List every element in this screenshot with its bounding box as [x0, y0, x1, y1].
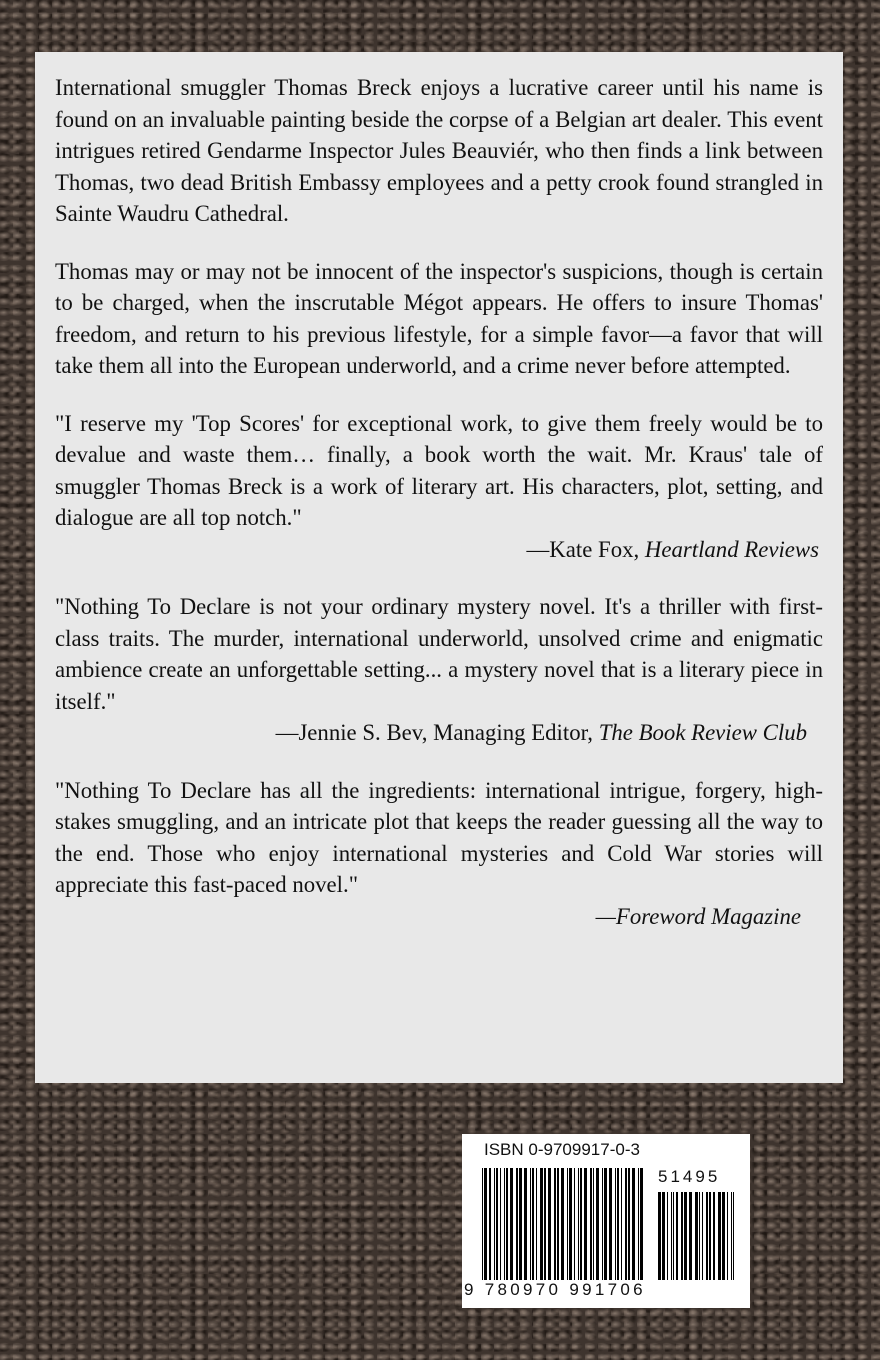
- review-attribution-2: [55, 717, 823, 749]
- ean-barcode-bar: [536, 1168, 537, 1280]
- ean-barcode-bar: [506, 1168, 508, 1280]
- price-barcode-bar: [731, 1192, 732, 1280]
- price-barcode-bar: [673, 1192, 674, 1280]
- price-barcode-bar: [709, 1192, 711, 1280]
- ean-barcode-bar: [482, 1168, 483, 1280]
- review-quote-2: "Nothing To Declare is not your ordinary mystery novel. It's a thriller with first-class traits. The murder, international underworld, unsolved crime and enigmatic ambience create an unforgettable setting... a mystery novel that is a literary piece in itself.": [55, 594, 823, 714]
- ean-barcode-bar: [625, 1168, 627, 1280]
- price-code-digits: 51495: [658, 1167, 721, 1186]
- review-quote-1: "I reserve my 'Top Scores' for exceptional work, to give them freely would be to devalue and waste them… finally, a book worth the wait. Mr. Kraus' tale of smuggler Thomas Breck is a work of literary art. His characters, plot, setting, and dialogue are all top notch.": [55, 410, 823, 530]
- review-source-2: The Book Review Club: [598, 720, 807, 745]
- price-barcode-bar: [695, 1192, 698, 1280]
- ean-barcode-bar: [489, 1168, 491, 1280]
- ean-barcode-bar: [640, 1168, 643, 1280]
- review-author-3: —: [595, 903, 616, 929]
- ean-barcode-bar: [596, 1168, 599, 1280]
- ean-barcode-bar: [500, 1168, 501, 1280]
- ean-digits: 9 780970 991706: [464, 1280, 646, 1299]
- price-barcode-bar: [713, 1192, 715, 1280]
- ean-barcode-bar: [584, 1168, 587, 1280]
- price-barcode-bar: [718, 1192, 721, 1280]
- review-attribution-3: [55, 901, 823, 933]
- ean-barcode-bar: [540, 1168, 543, 1280]
- ean-barcode-bar: [569, 1168, 572, 1280]
- ean-barcode-bar: [516, 1168, 518, 1280]
- ean-barcode-bar: [609, 1168, 612, 1280]
- back-cover-text-panel: [35, 52, 843, 1083]
- ean-barcode-bar: [593, 1168, 594, 1280]
- synopsis-paragraph-1: International smuggler Thomas Breck enjoys a lucrative career until his name is found on an invaluable painting beside the corpse of a Belgian art dealer. This event intrigues retired Gendarme Inspector Jules Beauviér, who then finds a link between Thomas, two dead British Embassy employees and a petty crook found strangled in Sainte Waudru Cathedral.: [55, 75, 823, 226]
- ean-barcode-bar: [590, 1168, 592, 1280]
- isbn-label: ISBN 0-9709917-0-3: [484, 1140, 640, 1159]
- ean-barcode-bar: [557, 1168, 559, 1280]
- ean-barcode-bar: [602, 1168, 603, 1280]
- ean-barcode-bar: [574, 1168, 575, 1280]
- price-barcode-bar: [699, 1192, 700, 1280]
- ean-barcode-bar: [494, 1168, 495, 1280]
- review-source-1: Heartland Reviews: [644, 536, 819, 562]
- ean-barcode-bar: [554, 1168, 556, 1280]
- price-barcode-bar: [689, 1192, 692, 1280]
- isbn-barcode-box: [462, 1134, 750, 1308]
- price-barcode-bar: [662, 1192, 665, 1280]
- ean-barcode-bar: [561, 1168, 564, 1280]
- price-barcode-bar: [684, 1192, 687, 1280]
- price-barcode-bar: [667, 1192, 668, 1280]
- price-barcode-bar: [671, 1192, 672, 1280]
- ean-barcode-bar: [496, 1168, 498, 1280]
- price-barcode-bar: [727, 1192, 728, 1280]
- ean-barcode-bar: [617, 1168, 619, 1280]
- price-barcode-bar: [733, 1192, 734, 1280]
- review-source-3: Foreword Magazine: [615, 903, 801, 929]
- synopsis-paragraph-2: Thomas may or may not be innocent of the inspector's suspicions, though is certain to be charged, when the inscrutable Mégot appears. He offers to insure Thomas' freedom, and return to his previous lifestyle, for a simple favor—a favor that will take them all into the European underworld, and a crime never before attempted.: [55, 258, 823, 378]
- ean-barcode-bar: [580, 1168, 582, 1280]
- ean-barcode-bar: [530, 1168, 531, 1280]
- price-barcode-bar: [706, 1192, 708, 1280]
- ean-barcode-bar: [548, 1168, 551, 1280]
- review-author-2: —Jennie S. Bev, Managing Editor,: [275, 720, 599, 745]
- ean-barcode-bar: [604, 1168, 607, 1280]
- review-author-1: —Kate Fox,: [526, 536, 645, 562]
- ean-barcode-bar: [638, 1168, 639, 1280]
- price-barcode-bar: [681, 1192, 683, 1280]
- ean-barcode-bar: [567, 1168, 568, 1280]
- ean-barcode-bar: [484, 1168, 487, 1280]
- ean-barcode-bar: [621, 1168, 622, 1280]
- ean-barcode-bar: [578, 1168, 579, 1280]
- ean-barcode-bar: [519, 1168, 522, 1280]
- ean-barcode-bar: [544, 1168, 546, 1280]
- price-barcode-bar: [658, 1192, 661, 1280]
- ean-barcode-bar: [632, 1168, 635, 1280]
- review-quote-3: "Nothing To Declare has all the ingredients: international intrigue, forgery, high-stakes smuggling, and an intricate plot that keeps the reader guessing all the way to the end. Those who enjoy international mysteries and Cold War stories will appreciate this fast-paced novel.": [55, 777, 823, 897]
- price-barcode-bar: [722, 1192, 725, 1280]
- ean-barcode-bar: [510, 1168, 513, 1280]
- ean-barcode-bar: [628, 1168, 630, 1280]
- review-attribution-1: [55, 534, 823, 566]
- ean-barcode-bar: [524, 1168, 527, 1280]
- price-barcode-bar: [702, 1192, 703, 1280]
- ean-barcode-bar: [615, 1168, 616, 1280]
- ean-barcode-bar: [504, 1168, 505, 1280]
- ean-barcode-bar: [532, 1168, 534, 1280]
- price-barcode-bar: [676, 1192, 678, 1280]
